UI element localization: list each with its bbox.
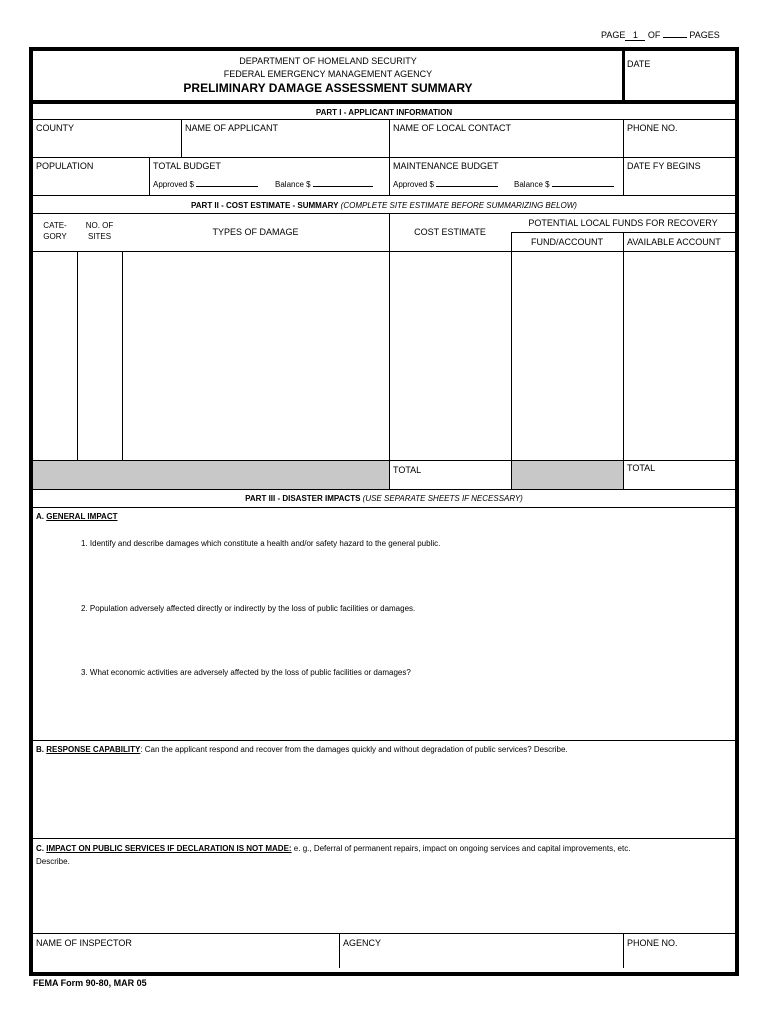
- rule: [33, 489, 735, 490]
- page-prefix: PAGE: [601, 30, 626, 40]
- rule: [33, 213, 735, 214]
- part2-title: [33, 202, 735, 210]
- total-budget-balance: [275, 181, 373, 189]
- form-title: PRELIMINARY DAMAGE ASSESSMENT SUMMARY: [183, 81, 473, 95]
- total-budget-approved: [153, 181, 258, 189]
- sites-column[interactable]: [78, 252, 121, 459]
- approved-label: Approved $: [153, 180, 194, 189]
- maint-balance-label: Balance $: [514, 180, 550, 189]
- approved-field[interactable]: [196, 186, 258, 187]
- date-label: DATE: [627, 59, 651, 69]
- question-1: 1. Identify and describe damages which constitute a health and/or safety hazard to the general public.: [81, 539, 441, 548]
- page-of: OF: [647, 30, 661, 40]
- question-2: 2. Population adversely affected directly or indirectly by the loss of public facilities or damages.: [81, 604, 416, 613]
- cost-column[interactable]: [390, 252, 510, 459]
- inspector-phone-label: PHONE NO.: [627, 938, 678, 948]
- rule: [623, 157, 624, 195]
- phone-field[interactable]: [627, 135, 727, 155]
- rule: [33, 157, 735, 158]
- section-a-title: GENERAL IMPACT: [46, 512, 118, 521]
- total-budget-label: TOTAL BUDGET: [153, 161, 221, 171]
- header-bottom-rule: [33, 100, 735, 104]
- cost-total-label: TOTAL: [393, 465, 422, 475]
- maint-balance-field[interactable]: [552, 186, 614, 187]
- local-contact-field[interactable]: [393, 135, 618, 155]
- part3-title: [33, 495, 735, 503]
- category-column[interactable]: [34, 252, 76, 459]
- available-total-label: TOTAL: [627, 463, 656, 473]
- part2-title-note: (COMPLETE SITE ESTIMATE BEFORE SUMMARIZING BELOW): [340, 201, 577, 210]
- part1-title: PART I - APPLICANT INFORMATION: [315, 108, 453, 117]
- section-c-answer[interactable]: [36, 870, 726, 930]
- rule: [339, 933, 340, 968]
- applicant-field[interactable]: [185, 135, 385, 155]
- date-fy-field[interactable]: [627, 172, 727, 192]
- section-c-heading: [36, 845, 630, 853]
- population-label: POPULATION: [36, 161, 94, 171]
- phone-label: PHONE NO.: [627, 123, 678, 133]
- question-1-answer[interactable]: [81, 552, 721, 600]
- agency-label: AGENCY: [343, 938, 382, 948]
- rule: [623, 119, 624, 157]
- balance-field[interactable]: [313, 186, 373, 187]
- part3-title-note: (USE SEPARATE SHEETS IF NECESSARY): [362, 494, 523, 503]
- cost-header: COST ESTIMATE: [414, 227, 486, 237]
- rule: [33, 838, 735, 839]
- section-c-prefix: C.: [36, 844, 44, 853]
- page-number: [601, 31, 720, 41]
- maint-approved-field[interactable]: [436, 186, 498, 187]
- part2-title-main: PART II - COST ESTIMATE - SUMMARY: [191, 201, 339, 210]
- sites-header-2: SITES: [87, 232, 112, 241]
- section-b-prefix: B.: [36, 745, 44, 754]
- category-header-1: CATE-: [43, 221, 67, 230]
- date-fy-label: DATE FY BEGINS: [627, 161, 701, 171]
- rule: [389, 119, 390, 157]
- total-shaded-left: [33, 461, 389, 489]
- section-b-text: : Can the applicant respond and recover from the damages quickly and without degradation of public services? Describe.: [140, 745, 568, 754]
- section-c-title: IMPACT ON PUBLIC SERVICES IF DECLARATION IS NOT MADE:: [46, 844, 292, 853]
- page-number-field[interactable]: [625, 31, 645, 41]
- header-divider: [622, 51, 625, 101]
- rule: [33, 740, 735, 741]
- population-field[interactable]: [36, 172, 144, 192]
- section-b-title: RESPONSE CAPABILITY: [46, 745, 141, 754]
- part3-title-main: PART III - DISASTER IMPACTS: [245, 494, 361, 503]
- header-dept: DEPARTMENT OF HOMELAND SECURITY: [239, 56, 417, 66]
- total-shaded-mid: [512, 461, 623, 489]
- balance-label: Balance $: [275, 180, 311, 189]
- page-suffix: PAGES: [689, 30, 720, 40]
- rule: [33, 507, 735, 508]
- fund-column[interactable]: [512, 252, 622, 459]
- rule: [181, 119, 182, 157]
- question-2-answer[interactable]: [81, 617, 721, 665]
- county-label: COUNTY: [36, 123, 74, 133]
- date-field[interactable]: [627, 72, 727, 98]
- section-b-heading: [36, 746, 568, 754]
- question-3-answer[interactable]: [81, 681, 721, 736]
- rule: [33, 195, 735, 196]
- rule: [149, 157, 150, 195]
- section-a-prefix: A.: [36, 512, 44, 521]
- county-field[interactable]: [36, 135, 176, 155]
- available-column[interactable]: [624, 252, 734, 459]
- applicant-label: NAME OF APPLICANT: [185, 123, 279, 133]
- potential-funds-header: POTENTIAL LOCAL FUNDS FOR RECOVERY: [528, 218, 718, 228]
- section-a-heading: [36, 513, 118, 521]
- rule: [623, 933, 624, 968]
- rule: [33, 119, 735, 120]
- local-contact-label: NAME OF LOCAL CONTACT: [393, 123, 512, 133]
- inspector-phone-field[interactable]: [627, 950, 727, 966]
- types-column[interactable]: [123, 252, 388, 459]
- rule: [389, 157, 390, 195]
- maint-balance: [514, 181, 614, 189]
- form-id: FEMA Form 90-80, MAR 05: [33, 978, 147, 988]
- maint-approved: [393, 181, 498, 189]
- inspector-field[interactable]: [36, 950, 334, 966]
- header-agency: FEDERAL EMERGENCY MANAGEMENT AGENCY: [223, 69, 433, 79]
- fund-account-header: FUND/ACCOUNT: [531, 237, 603, 247]
- question-3: 3. What economic activities are adversely affected by the loss of public facilities or damages?: [81, 668, 411, 677]
- sites-header-1: NO. OF: [85, 221, 114, 230]
- category-header-2: GORY: [43, 232, 67, 241]
- page-total-field[interactable]: [663, 37, 687, 38]
- maint-approved-label: Approved $: [393, 180, 434, 189]
- agency-field[interactable]: [343, 950, 618, 966]
- page-number-value: 1: [632, 30, 638, 40]
- maintenance-budget-label: MAINTENANCE BUDGET: [393, 161, 499, 171]
- types-header: TYPES OF DAMAGE: [212, 227, 299, 237]
- section-c-text: e. g., Deferral of permanent repairs, impact on ongoing services and capital improvements, etc.: [291, 844, 631, 853]
- inspector-label: NAME OF INSPECTOR: [36, 938, 132, 948]
- section-b-answer[interactable]: [36, 760, 726, 834]
- section-c-describe: Describe.: [36, 857, 70, 866]
- available-account-header: AVAILABLE ACCOUNT: [627, 237, 721, 247]
- rule: [33, 933, 735, 934]
